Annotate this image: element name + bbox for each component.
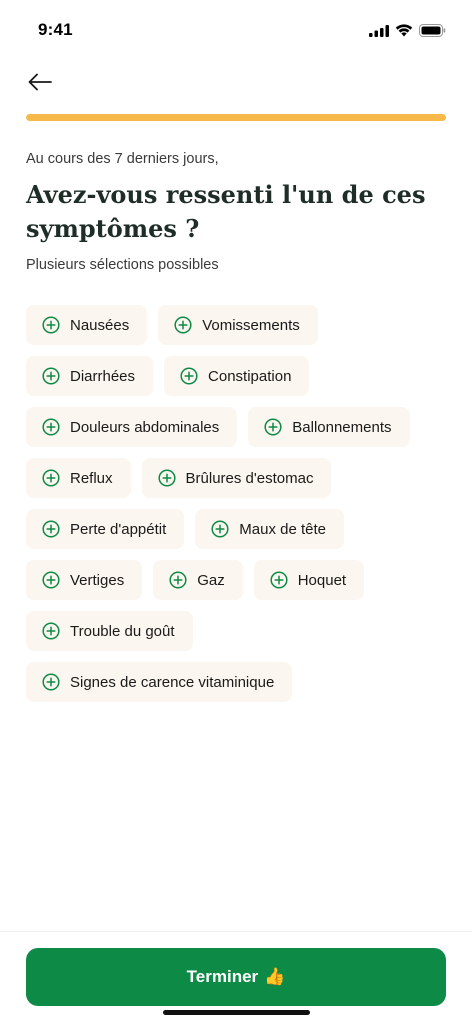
symptom-chip-label: Signes de carence vitaminique bbox=[70, 673, 275, 691]
symptom-chip-label: Diarrhées bbox=[70, 367, 136, 385]
bottom-divider bbox=[0, 931, 472, 932]
status-bar bbox=[0, 0, 472, 60]
arrow-left-icon bbox=[28, 73, 52, 96]
symptom-chip-label: Vertiges bbox=[70, 571, 125, 589]
status-time: 9:41 bbox=[38, 20, 73, 39]
symptom-chip[interactable] bbox=[164, 356, 309, 396]
home-indicator bbox=[163, 1010, 310, 1015]
plus-circle-icon bbox=[42, 673, 60, 691]
wifi-icon bbox=[395, 24, 413, 42]
symptom-chip-label: Ballonnements bbox=[292, 418, 392, 436]
battery-icon bbox=[419, 24, 446, 42]
plus-circle-icon bbox=[42, 316, 60, 334]
symptom-chip[interactable] bbox=[142, 458, 332, 498]
thumbs-up-icon: 👍 bbox=[264, 967, 286, 986]
plus-circle-icon bbox=[42, 622, 60, 640]
plus-circle-icon bbox=[180, 367, 198, 385]
symptom-chip[interactable] bbox=[26, 662, 292, 702]
finish-button[interactable] bbox=[26, 948, 446, 1006]
progress-bar bbox=[26, 114, 446, 121]
symptom-chip-label: Trouble du goût bbox=[70, 622, 175, 640]
symptom-chip-list bbox=[26, 305, 446, 702]
plus-circle-icon bbox=[42, 418, 60, 436]
plus-circle-icon bbox=[169, 571, 187, 589]
plus-circle-icon bbox=[270, 571, 288, 589]
symptom-chip[interactable] bbox=[158, 305, 318, 345]
symptom-chip[interactable] bbox=[26, 611, 193, 651]
question-subtitle: Au cours des 7 derniers jours, bbox=[26, 151, 219, 167]
symptom-chip[interactable] bbox=[153, 560, 243, 600]
symptom-chip-label: Hoquet bbox=[297, 571, 347, 589]
symptom-chip-label: Maux de tête bbox=[239, 520, 326, 538]
symptom-chip[interactable] bbox=[195, 509, 344, 549]
plus-circle-icon bbox=[42, 571, 60, 589]
symptom-chip[interactable] bbox=[248, 407, 409, 447]
progress-fill bbox=[26, 114, 446, 121]
finish-button-label: Terminer bbox=[186, 967, 259, 986]
symptom-chip[interactable] bbox=[26, 509, 184, 549]
plus-circle-icon bbox=[42, 367, 60, 385]
symptom-chip-label: Vomissements bbox=[202, 316, 300, 334]
plus-circle-icon bbox=[42, 469, 60, 487]
plus-circle-icon bbox=[264, 418, 282, 436]
symptom-chip[interactable] bbox=[26, 356, 153, 396]
symptom-chip-label: Perte d'appétit bbox=[70, 520, 167, 538]
symptom-chip[interactable] bbox=[26, 305, 147, 345]
symptom-chip[interactable] bbox=[254, 560, 364, 600]
plus-circle-icon bbox=[158, 469, 176, 487]
selection-hint: Plusieurs sélections possibles bbox=[26, 257, 219, 273]
back-button[interactable] bbox=[26, 70, 54, 98]
symptom-chip-label: Brûlures d'estomac bbox=[185, 469, 314, 487]
status-icons bbox=[369, 24, 446, 42]
question-title: Avez-vous ressenti l'un de ces symptômes ? bbox=[26, 180, 426, 243]
symptom-chip-label: Gaz bbox=[197, 571, 225, 589]
signal-icon bbox=[369, 24, 389, 42]
symptom-chip[interactable] bbox=[26, 407, 237, 447]
plus-circle-icon bbox=[211, 520, 229, 538]
plus-circle-icon bbox=[174, 316, 192, 334]
symptom-chip-label: Douleurs abdominales bbox=[70, 418, 220, 436]
symptom-chip[interactable] bbox=[26, 458, 131, 498]
symptom-chip-label: Nausées bbox=[70, 316, 130, 334]
plus-circle-icon bbox=[42, 520, 60, 538]
symptom-chip-label: Reflux bbox=[70, 469, 113, 487]
symptom-chip[interactable] bbox=[26, 560, 142, 600]
symptom-chip-label: Constipation bbox=[208, 367, 292, 385]
